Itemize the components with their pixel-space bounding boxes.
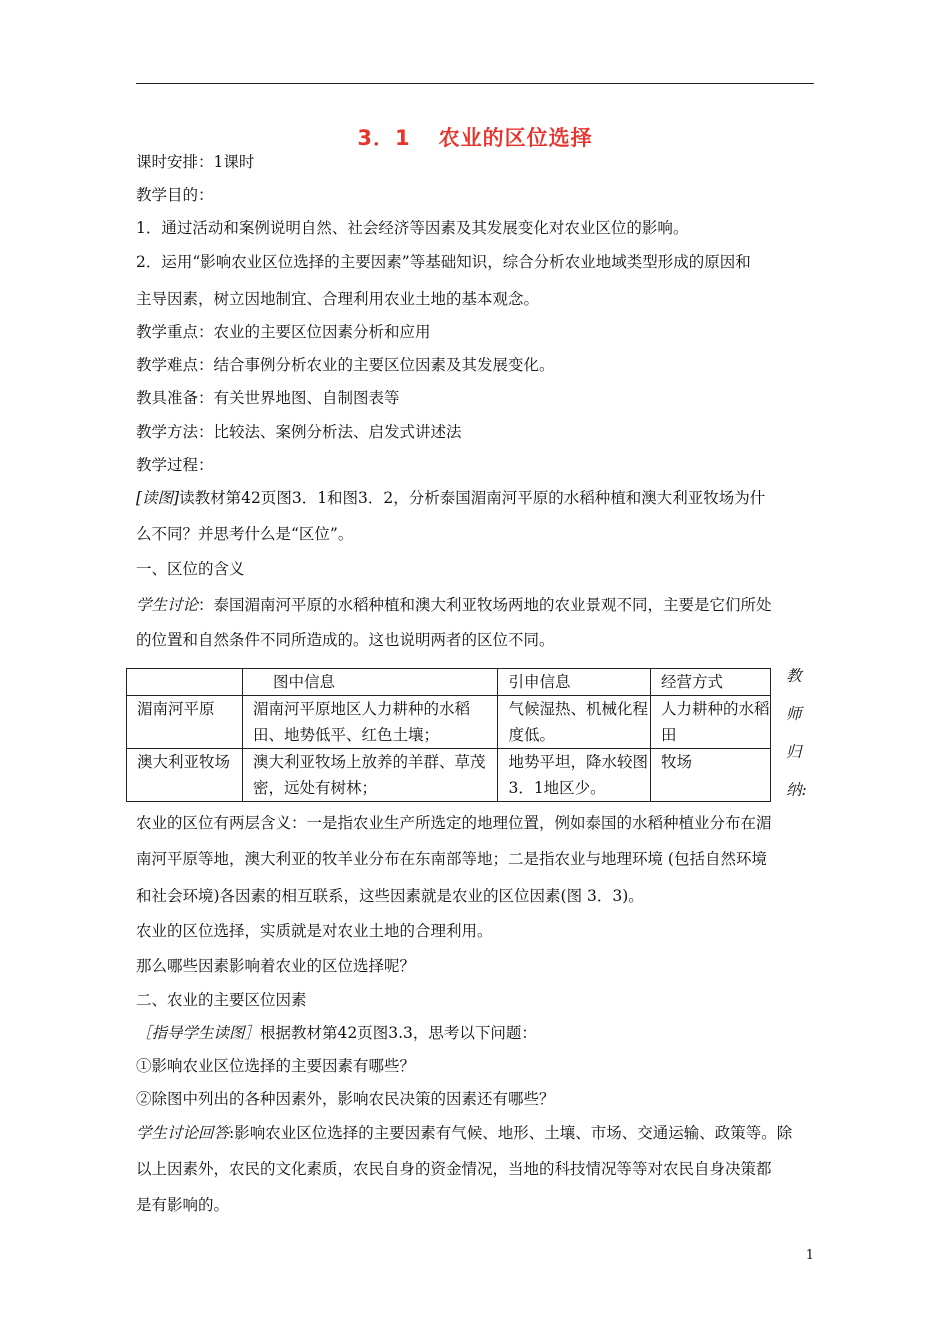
table-row — [127, 696, 771, 749]
side-note-char: 纳: — [786, 781, 807, 799]
section-number: 3．1 — [357, 126, 411, 150]
table-header-cell: 引申信息 — [498, 669, 651, 696]
table-cell: 牧场 — [651, 749, 771, 802]
side-note-char: 教 — [786, 667, 802, 685]
answer-end: 是有影响的。 — [136, 1196, 230, 1214]
teaching-aids: 教具准备：有关世界地图、自制图表等 — [136, 389, 400, 407]
table-cell: 人力耕种的水稻田 — [651, 696, 771, 749]
header-rule — [136, 83, 814, 84]
question-2: ②除图中列出的各种因素外，影响农民决策的因素还有哪些？ — [136, 1090, 555, 1108]
reading-task — [136, 488, 816, 508]
section-title: 农业的区位选择 — [438, 126, 593, 150]
table-cell: 气候湿热、机械化程度低。 — [498, 696, 651, 749]
table-cell: 澳大利亚牧场 — [127, 749, 243, 802]
page-number: 1 — [805, 1248, 814, 1263]
table-header-cell — [127, 669, 243, 696]
objectives-heading: 教学目的： — [136, 186, 214, 204]
table-cell: 澳大利亚牧场上放养的羊群、草茂密，远处有树林； — [243, 749, 498, 802]
student-answer — [136, 1123, 816, 1143]
side-note-char: 师 — [786, 705, 802, 723]
table-row — [127, 749, 771, 802]
paragraph-line: 和社会环境)各因素的相互联系，这些因素就是农业的区位因素(图 3．3)。 — [136, 887, 644, 905]
reading-text: 读教材第42页图3．1和图3．2，分析泰国湄南河平原的水稻种植和澳大利亚牧场为什 — [179, 489, 766, 507]
section-heading-2: 二、农业的主要区位因素 — [136, 991, 307, 1009]
guided-text: 根据教材第42页图3.3，思考以下问题： — [260, 1024, 537, 1042]
table-cell: 湄南河平原 — [127, 696, 243, 749]
reading-label: [读图] — [136, 489, 180, 507]
comparison-table — [126, 668, 771, 802]
table-cell: 地势平坦，降水较图3．1地区少。 — [498, 749, 651, 802]
answer-cont: 以上因素外，农民的文化素质，农民自身的资金情况，当地的科技情况等等对农民自身决策都 — [136, 1160, 772, 1178]
paragraph-line: 农业的区位有两层含义：一是指农业生产所选定的地理位置，例如泰国的水稻种植业分布在湄 — [136, 814, 772, 832]
guided-reading — [136, 1023, 816, 1043]
side-note-char: 归 — [786, 743, 802, 761]
guided-label: ［指导学生读图］ — [136, 1024, 261, 1042]
objective-2: 2．运用“影响农业区位选择的主要因素”等基础知识，综合分析农业地域类型形成的原因和 — [136, 253, 751, 271]
objective-1: 1．通过活动和案例说明自然、社会经济等因素及其发展变化对农业区位的影响。 — [136, 219, 689, 237]
paragraph-line: 农业的区位选择，实质就是对农业土地的合理利用。 — [136, 922, 493, 940]
discussion-text: ：泰国湄南河平原的水稻种植和澳大利亚牧场两地的农业景观不同，主要是它们所处 — [198, 596, 772, 614]
student-discussion — [136, 595, 816, 615]
table-header-cell: 图中信息 — [243, 669, 498, 696]
reading-task-cont: 么不同？并思考什么是“区位”。 — [136, 525, 354, 543]
difficult-point: 教学难点：结合事例分析农业的主要区位因素及其发展变化。 — [136, 356, 555, 374]
answer-text: :影响农业区位选择的主要因素有气候、地形、土壤、市场、交通运输、政策等。除 — [229, 1124, 793, 1142]
section-heading-1: 一、区位的含义 — [136, 560, 245, 578]
objective-2-cont: 主导因素，树立因地制宜、合理利用农业土地的基本观念。 — [136, 290, 540, 308]
question-line: 那么哪些因素影响着农业的区位选择呢？ — [136, 957, 416, 975]
page-title — [0, 122, 950, 152]
discussion-label: 学生讨论 — [136, 596, 199, 614]
schedule-line: 课时安排：1课时 — [136, 153, 255, 171]
key-point: 教学重点：农业的主要区位因素分析和应用 — [136, 323, 431, 341]
paragraph-line: 南河平原等地，澳大利亚的牧羊业分布在东南部等地；二是指农业与地理环境 (包括自然环境 — [136, 850, 767, 868]
process-heading: 教学过程： — [136, 456, 214, 474]
table-header-row — [127, 669, 771, 696]
answer-label: 学生讨论回答 — [136, 1124, 230, 1142]
question-1: ①影响农业区位选择的主要因素有哪些？ — [136, 1057, 416, 1075]
teaching-methods: 教学方法：比较法、案例分析法、启发式讲述法 — [136, 423, 462, 441]
student-discussion-cont: 的位置和自然条件不同所造成的。这也说明两者的区位不同。 — [136, 631, 555, 649]
table-header-cell: 经营方式 — [651, 669, 771, 696]
table-cell: 湄南河平原地区人力耕种的水稻田、地势低平、红色土壤； — [243, 696, 498, 749]
